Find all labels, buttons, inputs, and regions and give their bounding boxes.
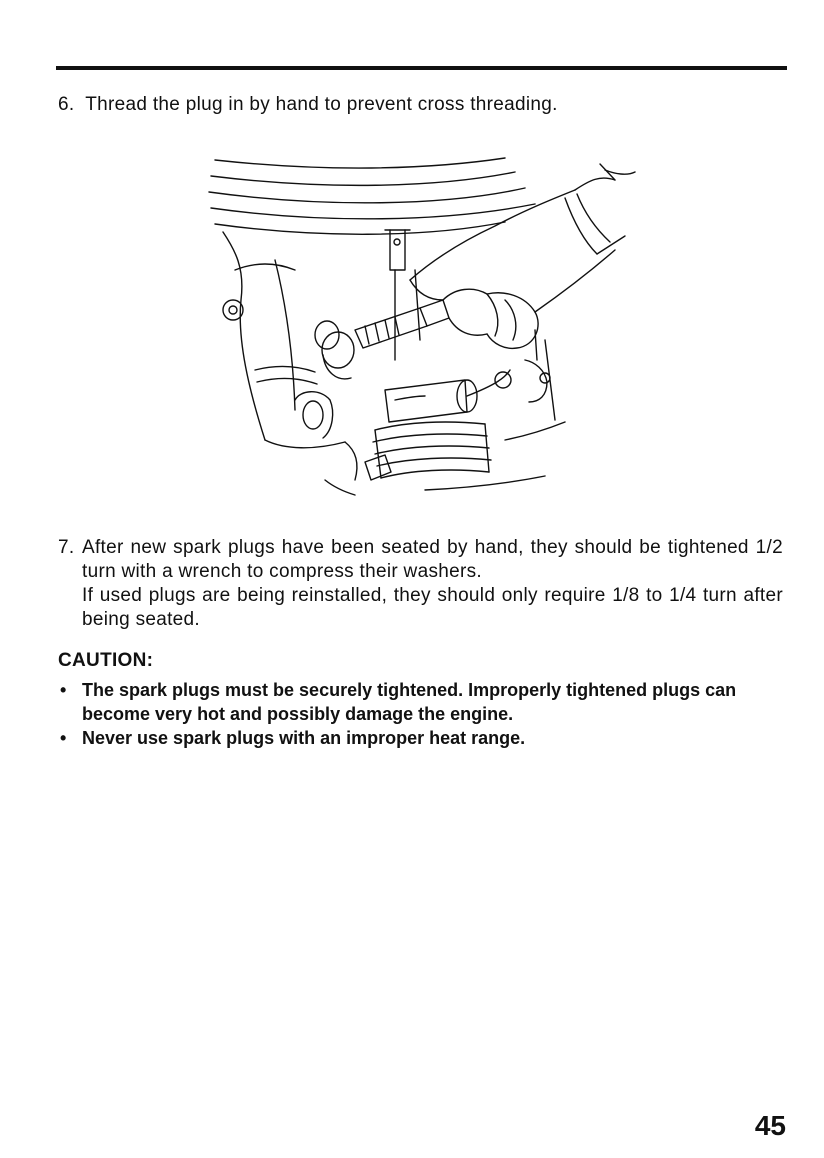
caution-item-text: Never use spark plugs with an improper heat range. [82, 728, 526, 748]
step-7 [58, 536, 783, 632]
step-7-paragraph-2: If used plugs are being reinstalled, they should only require 1/8 to 1/4 turn after being seated. [82, 585, 783, 630]
bullet-icon: • [60, 728, 67, 748]
step-7-number: 7. [58, 537, 75, 558]
bullet-icon: • [60, 680, 67, 700]
caution-item [58, 678, 784, 726]
step-6 [58, 93, 778, 117]
caution-item-text: The spark plugs must be securely tightened. Improperly tightened plugs can become very hot and possibly damage the engine. [82, 680, 737, 724]
page-number: 45 [754, 1110, 786, 1141]
hand-threading-spark-plug-illustration [205, 150, 645, 500]
caution-title: CAUTION: [58, 650, 154, 671]
step-7-body [82, 536, 783, 632]
step-7-paragraph-1: After new spark plugs have been seated by hand, they should be tightened 1/2 turn with a wrench to compress their washers. [82, 537, 783, 582]
caution-item [58, 726, 784, 750]
step-6-number: 6. [58, 94, 75, 115]
caution-list [58, 678, 784, 750]
step-6-text: Thread the plug in by hand to prevent cross threading. [85, 94, 558, 115]
top-rule [56, 66, 787, 70]
